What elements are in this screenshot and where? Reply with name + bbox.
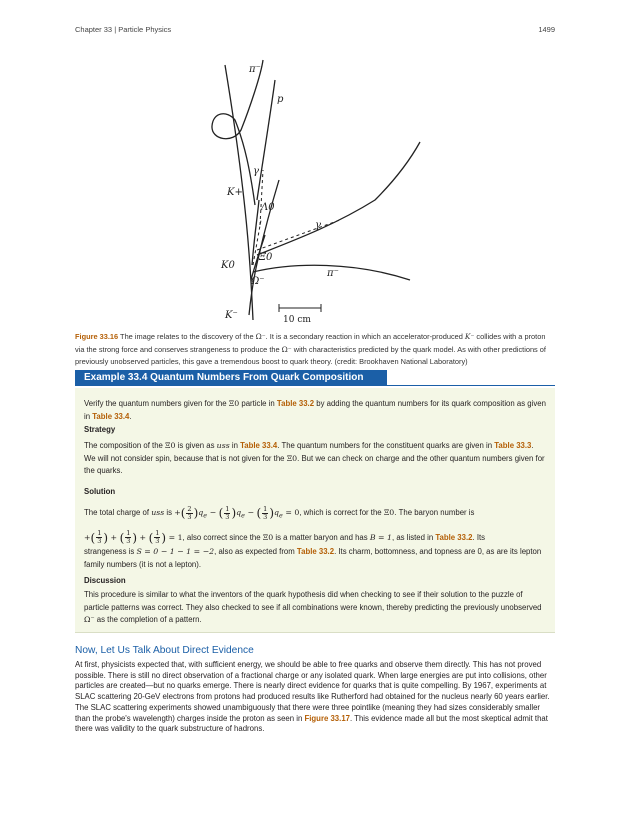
label-k0: K0 (221, 260, 235, 271)
strategy-text (84, 440, 546, 478)
example-title: Example 33.4 Quantum Numbers From Quark Composition (75, 370, 387, 386)
label-gamma1: γ (253, 166, 259, 177)
text: Verify the quantum numbers given for the (84, 399, 229, 408)
text: At first, physicists expected that, with sufficient energy, we should be able to free quarks and observe them directly. This has not proved possible. There is still no direct observation of a fractional charge or any isolated quark. When large energies are put into collisions, other particles are created—but no quarks emerge. There is nearly direct evidence for quarks that is quite compelling. By 1967, experiments at SLAC scattering 20-GeV electrons from protons had produced results like Rutherford had obtained for the nucleus nearly 60 years earlier. The SLAC scattering experiments showed unambiguously that there were three pointlike (meaning they had sizes considerably smaller than the probe's wavelength) charges inside the proton as seen in (75, 660, 550, 723)
caption-label: Figure 33.16 (75, 332, 119, 341)
text: particle in (239, 399, 277, 408)
track-lambda-proton (257, 142, 420, 255)
page-header (75, 25, 555, 34)
text: This procedure is similar to what the inventors of the quark hypothesis did when checking to see if their solution to the puzzle of particle patterns was correct. They also checked to see if all combinations were known, thereby predicting the previously unobserved (84, 590, 542, 612)
link-table-33-4[interactable]: Table 33.4 (240, 441, 278, 450)
math-uss: uss (216, 441, 230, 450)
link-table-33-4[interactable]: Table 33.4 (92, 411, 130, 421)
page-number: 1499 (538, 25, 555, 34)
link-table-33-2[interactable]: Table 33.2 (435, 532, 473, 542)
track-proton (257, 80, 275, 200)
label-omega: Ω⁻ (251, 276, 265, 287)
text: , also as expected from (214, 547, 297, 556)
chapter-title: Chapter 33 | Particle Physics (75, 25, 172, 34)
strategy-heading: Strategy (84, 425, 116, 434)
charge-equation: +( $\frac{2}{3}$ )$q_e$ − ( $\frac{1}{3}$ )$q_e$ − ( $\frac{1}{3}$ )$q_e = 0$ (174, 504, 300, 521)
text: . Its (472, 532, 486, 542)
strangeness-text (84, 546, 546, 571)
text: . Its charm, bottomness, and topness are 0, as are its lepton family numbers (it is not a lepton). (84, 547, 542, 569)
figure-caption (75, 331, 555, 369)
text: by adding the quantum numbers for its quark composition as given in (84, 399, 546, 421)
math-xi: Ξ0 (165, 441, 176, 450)
track-pi-loop (212, 60, 263, 205)
text: . But we can check on charge and the other quantum numbers given for the quarks. (84, 453, 545, 476)
text: in (229, 441, 241, 450)
text: , which is correct for the (299, 508, 384, 517)
math-xi: Ξ0 (286, 453, 298, 463)
label-p: p (277, 94, 284, 105)
discussion-heading: Discussion (84, 576, 126, 585)
label-pi-top: π⁻ (249, 64, 261, 75)
track-gamma-right (257, 220, 340, 250)
link-table-33-2[interactable]: Table 33.2 (276, 399, 315, 408)
text: . The quantum numbers for the constituent quarks are given in (277, 441, 495, 450)
math-xi: Ξ0 (228, 399, 240, 408)
text: The total charge of (84, 508, 152, 517)
text: as the completion of a pattern. (94, 615, 202, 625)
caption-omega: Ω⁻ (255, 332, 266, 341)
text: . This evidence made all but the most skeptical admit that there was validity to the quark substructure of hadrons. (75, 713, 548, 734)
discussion-text (84, 589, 546, 627)
math-uss: uss (151, 508, 165, 517)
text: . (129, 411, 132, 421)
solution-heading: Solution (84, 487, 116, 496)
caption-text: The image relates to the discovery of the (118, 332, 256, 341)
example-intro (84, 398, 546, 423)
bubble-chamber-figure (205, 50, 435, 325)
label-kplus: K+ (227, 187, 243, 198)
caption-text: . It is a secondary reaction in which an accelerator-produced (265, 332, 465, 341)
text: . The baryon number is (394, 508, 475, 517)
example-rule (75, 385, 555, 386)
link-table-33-2[interactable]: Table 33.2 (296, 547, 335, 556)
link-table-33-3[interactable]: Table 33.3 (494, 441, 532, 450)
math-xi: Ξ0 (262, 532, 274, 542)
text: . We will not consider spin, because that is not given for the (84, 441, 534, 463)
baryon-equation: +( $\frac{1}{3}$ ) + ( $\frac{1}{3}$ ) + ( $\frac{1}{3}$ ) = 1 (84, 529, 183, 546)
example-box (75, 388, 555, 633)
label-pi-right: π⁻ (327, 268, 339, 279)
label-scale: 10 cm (283, 315, 311, 325)
text: The composition of the (84, 441, 166, 450)
text: , also correct since the (182, 532, 263, 542)
math-omega: Ω⁻ (84, 615, 95, 625)
text: is (164, 508, 175, 517)
solution-text (84, 502, 546, 549)
text: , as listed in (392, 532, 436, 542)
label-xi: Ξ0 (259, 252, 273, 263)
caption-omega: Ω⁻ (281, 344, 292, 354)
example-header (75, 370, 555, 387)
section-title: Now, Let Us Talk About Direct Evidence (75, 645, 254, 656)
section-paragraph (75, 660, 555, 735)
link-figure-33-17[interactable]: Figure 33.17 (304, 713, 350, 723)
caption-text: collides with a proton via the strong force and conserves strangeness to produce the (75, 332, 546, 354)
caption-kminus: K⁻ (464, 332, 475, 341)
text: is a matter baryon and has (273, 532, 370, 542)
label-lambda: Λ0 (261, 202, 275, 213)
math-xi: Ξ0 (383, 508, 395, 517)
caption-text: with characteristics predicted by the quark model. As with other predictions of previously unobserved particles, this gave a tremendous boost to quark theory. (credit: Brookhaven National Laboratory) (75, 344, 546, 367)
text: is given as (175, 441, 217, 450)
label-kminus: K⁻ (225, 310, 238, 321)
math-b: B = 1 (369, 532, 393, 542)
math-strangeness: S = 0 − 1 − 1 = −2 (136, 547, 215, 556)
text: strangeness is (84, 547, 137, 556)
label-gamma2: γ (315, 220, 321, 231)
